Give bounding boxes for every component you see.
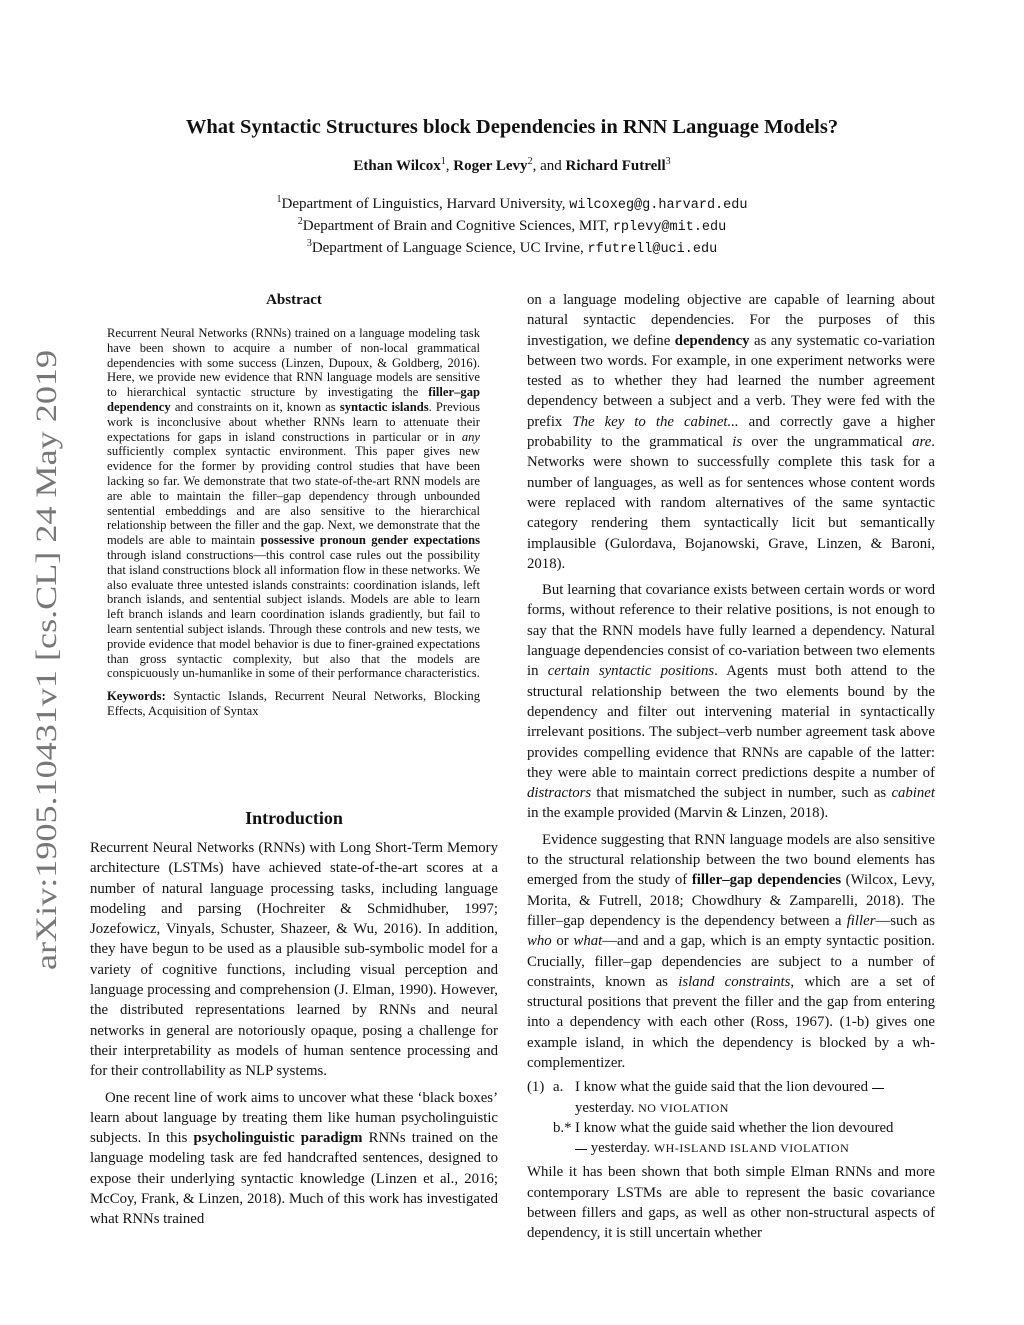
linguistic-example <box>527 1077 935 1158</box>
example-item-b <box>527 1118 935 1159</box>
affiliation-sup: 3 <box>306 238 312 249</box>
section-heading-introduction: Introduction <box>245 808 343 828</box>
affiliation-list <box>0 194 1024 260</box>
right-column-text <box>527 290 935 1244</box>
example-letter: a. <box>553 1079 564 1096</box>
body-paragraph: One recent line of work aims to uncover what these ‘black boxes’ learn about language by treating them like human psycholinguistic subjects. In this psycholinguistic paradigm RNNs trained on the language modeling task are fed handcrafted sentences, designed to expose their underlying syntactic knowledge (Linzen et al., 2016; McCoy, Frank, & Linzen, 2018). Much of this work has investigated what RNNs trained <box>90 1089 498 1228</box>
author-separator: , <box>445 158 454 174</box>
author-sup: 1 <box>440 156 446 167</box>
affiliation <box>0 194 1024 216</box>
abstract-body <box>107 326 480 719</box>
body-paragraph: Recurrent Neural Networks (RNNs) with Long Short-Term Memory architecture (LSTMs) have achieved state-of-the-art scores at a number of natural language processing tasks, including language modeling and parsing (Hochreiter & Schmidhuber, 1997; Jozefowicz, Vinyals, Schuster, Shazeer, & Wu, 2016). In addition, they have begun to be used as a plausible sub-symbolic model for a variety of cognitive functions, including visual perception and language processing and comprehension (J. Elman, 1990). However, the distributed representations learned by RNNs and neural networks in general are notoriously opaque, posing a challenge for their interpretability as models of human sentence processing and for their controllability as NLP systems. <box>90 840 498 1080</box>
keywords-text: Syntactic Islands, Recurrent Neural Networks, Blocking Effects, Acquisition of Syntax <box>107 689 480 718</box>
author-sup: 2 <box>527 156 533 167</box>
affiliation-email: wilcoxeg@g.harvard.edu <box>569 198 748 213</box>
author-sup: 3 <box>665 156 671 167</box>
arxiv-identifier <box>28 350 66 970</box>
affiliation-text: Department of Brain and Cognitive Sciences, MIT, <box>302 218 613 234</box>
example-sentence: I know what the guide said that the lion devoured <box>575 1079 868 1096</box>
example-tag: WH-ISLAND ISLAND VIOLATION <box>653 1141 850 1156</box>
affiliation-email: rfutrell@uci.edu <box>587 242 718 257</box>
abstract-heading: Abstract <box>266 292 322 308</box>
author-list <box>0 158 1024 175</box>
example-letter: b.* <box>553 1119 572 1136</box>
affiliation-email: rplevy@mit.edu <box>612 220 727 235</box>
example-sentence-end: yesterday. <box>590 1140 651 1157</box>
author-separator: , and <box>532 158 566 174</box>
body-paragraph: But learning that covariance exists between certain words or word forms, without reference to their relative positions, is not enough to say that the RNN models have fully learned a dependency. Natural language dependencies consist of co-variation between two elements in certain syntactic positions. Agents must both attend to the structural relationship between the two elements bound by the dependency and filter out intervening material in syntactically irrelevant positions. The subject–verb number agreement task above provides compelling evidence that RNNs are capable of the latter: they were able to maintain correct predictions despite a number of distractors that mismatched the subject in number, such as cabinet in the example provided (Marvin & Linzen, 2018). <box>527 582 935 822</box>
example-number: (1) <box>527 1079 545 1096</box>
author-name: Roger Levy <box>453 158 528 174</box>
body-paragraph: Evidence suggesting that RNN language models are also sensitive to the structural relationship between the two bound elements has emerged from the study of filler–gap dependencies (Wilcox, Levy, Morita, & Futrell, 2018; Chowdhury & Zamparelli, 2018). The filler–gap dependency is the dependency between a filler—such as who or what—and and a gap, which is an empty syntactic position. Crucially, filler–gap dependencies are subject to a number of constraints, known as island constraints, which are a set of structural positions that prevent the filler and the gap from entering into a dependency with each other (Ross, 1967). (1-b) gives one example island, in which the dependency is blocked by a wh-complementizer. <box>527 831 936 1071</box>
example-sentence-end: yesterday. <box>575 1099 635 1116</box>
affiliation <box>0 238 1024 260</box>
left-column-text <box>90 838 498 1230</box>
paper-title: What Syntactic Structures block Dependencies in RNN Language Models? <box>185 116 839 138</box>
affiliation-sup: 1 <box>276 194 282 205</box>
affiliation <box>0 216 1024 238</box>
gap-marker <box>872 1088 884 1089</box>
affiliation-sup: 2 <box>297 216 303 227</box>
body-paragraph: on a language modeling objective are capable of learning about natural syntactic dependencies. For the purposes of this investigation, we define dependency as any systematic co-variation between two words. For example, in one experiment networks were tested as to whether they had learned the number agreement dependency between a subject and a verb. They were fed with the prefix The key to the cabinet... and correctly gave a higher probability to the grammatical is over the ungrammatical are. Networks were shown to successfully complete this task for a number of languages, as well as for sentences whose content words were replaced with random alternatives of the same syntactic category rendering them syntactically licit but semantically implausible (Gulordava, Bojanowski, Grave, Linzen, & Baroni, 2018). <box>527 292 935 572</box>
body-paragraph: While it has been shown that both simple Elman RNNs and more contemporary LSTMs are able to represent the basic covariance between fillers and gaps, as well as other non-structural aspects of dependency, it is still uncertain whether <box>527 1164 935 1242</box>
keywords-label: Keywords: <box>107 689 166 704</box>
example-tag: NO VIOLATION <box>638 1100 729 1115</box>
gap-marker <box>575 1149 587 1150</box>
abstract-paragraph: Recurrent Neural Networks (RNNs) trained on a language modeling task have been shown to acquire a number of non-local grammatical dependencies with some success (Linzen, Dupoux, & Goldberg, 2016). Here, we provide new evidence that RNN language models are sensitive to hierarchical syntactic structure by investigating the filler–gap dependency and constraints on it, known as syntactic islands. Previous work is inconclusive about whether RNNs learn to attenuate their expectations for gaps in island constructions in particular or in any sufficiently complex syntactic environment. This paper gives new evidence for the former by providing control studies that have been lacking so far. We demonstrate that two state-of-the-art RNN models are are able to maintain the filler–gap dependency through unbounded sentential embeddings and are also sensitive to the hierarchical relationship between the filler and the gap. Next, we demonstrate that the models are able to maintain possessive pronoun gender expectations through island constructions—this control case rules out the possibility that island constructions block all information flow in these networks. We also evaluate three untested islands constraints: coordination islands, left branch islands, and sentential subject islands. Models are able to learn left branch islands and learn coordination islands gradiently, but fail to learn sentential subject islands. Through these controls and new tests, we provide evidence that model behavior is due to finer-grained expectations than gross syntactic complexity, but also that the models are conspicuously un-humanlike in some of their performance characteristics. <box>107 326 480 681</box>
arxiv-identifier-text: arXiv:1905.10431v1 [cs.CL] 24 May 2019 <box>30 455 63 970</box>
example-sentence: I know what the guide said whether the lion devoured <box>575 1119 894 1136</box>
keywords <box>107 689 480 719</box>
affiliation-text: Department of Linguistics, Harvard University, <box>281 196 570 212</box>
affiliation-text: Department of Language Science, UC Irvine, <box>311 240 588 256</box>
example-item-a <box>527 1077 935 1118</box>
author-name: Ethan Wilcox <box>353 158 441 174</box>
author-name: Richard Futrell <box>565 158 666 174</box>
